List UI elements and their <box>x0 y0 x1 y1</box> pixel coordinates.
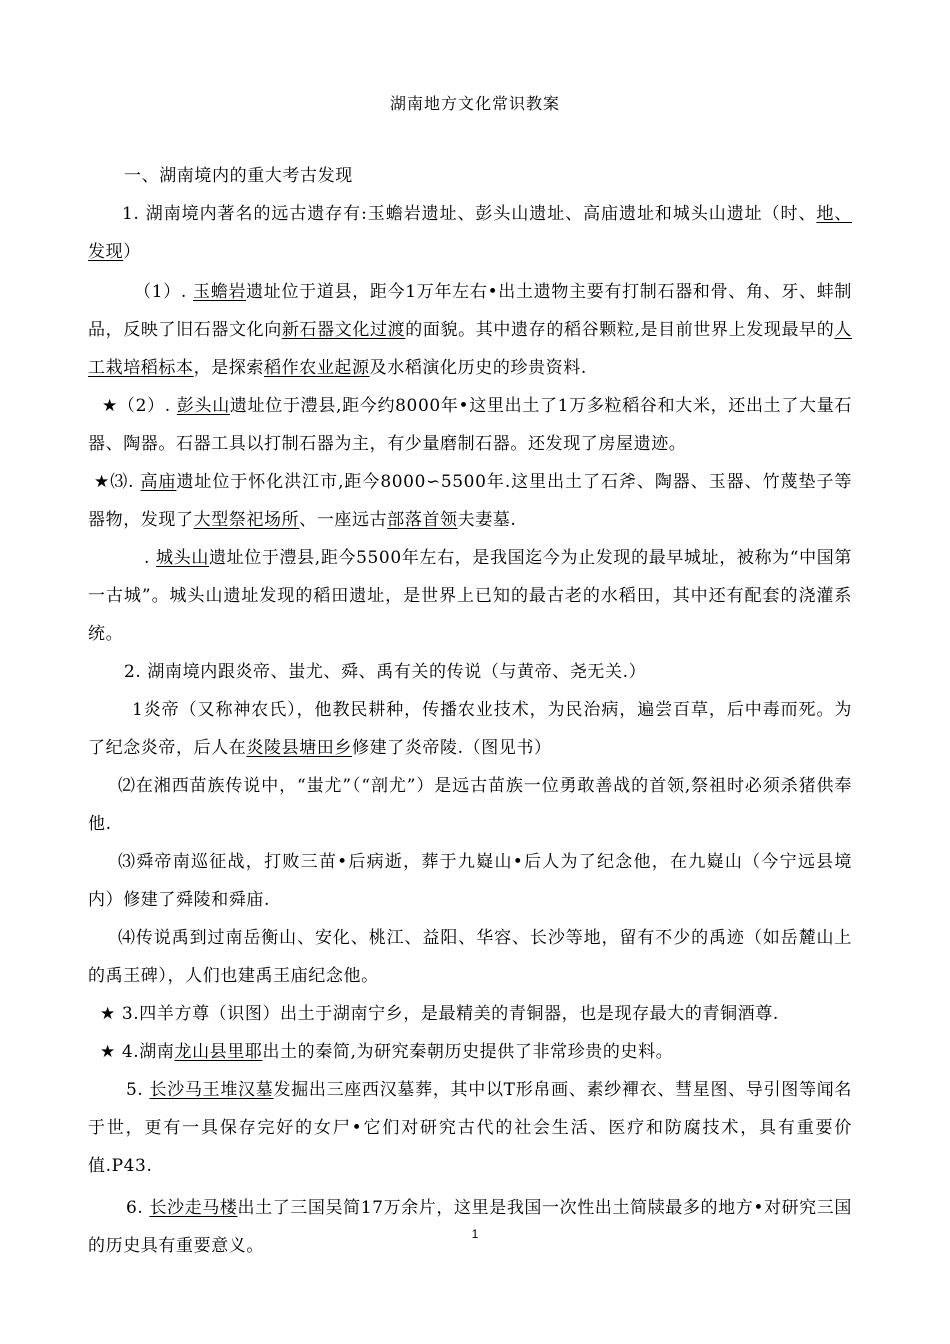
star-icon: ★ <box>102 396 118 416</box>
text-run: 遗址位于澧县,距今约8000年•这里出土了1万多粒稻谷和大米，还出土了大量石器、陶器。石器工具以打制石器为主，有少量磨制石器。还发现了房屋遗迹。 <box>88 396 852 454</box>
paragraph-chengtoushan <box>88 539 852 653</box>
text-run: ⑶舜帝南巡征战，打败三苗•后病逝，葬于九嶷山•后人为了纪念他，在九嶷山（今宁远县境内）修建了舜陵和舜庙. <box>88 852 852 910</box>
text-run: （2）. <box>117 396 177 416</box>
underlined-term: 长沙马王堆汉墓 <box>149 1080 274 1100</box>
underlined-term: 新石器文化过渡 <box>281 320 406 340</box>
underlined-term: 稻作农业起源 <box>264 358 370 378</box>
text-run: 3.四羊方尊（识图）出土于湖南宁乡，是最精美的青铜器，也是现存最大的青铜酒尊. <box>115 1004 779 1024</box>
text-run: 1. 湖南境内著名的远古遗存有:玉蟾岩遗址、彭头山遗址、高庙遗址和城头山遗址（时、 <box>122 204 817 224</box>
paragraph-item-5 <box>88 1071 852 1185</box>
paragraph-pengtoushan <box>88 387 852 463</box>
text-run: 遗址位于怀化洪江市,距今8000∽5500年.这里出土了石斧、陶器、玉器、竹蔑垫子等器物，发现了 <box>88 472 853 530</box>
text-run: 6. <box>126 1198 150 1218</box>
underlined-term: 龙山县里耶 <box>174 1042 263 1062</box>
star-icon: ★ <box>100 1004 116 1024</box>
paragraph-gaomiao <box>88 463 852 539</box>
text-run: 遗址位于道县，距今1万年左右•出土遗物主要有打制石器和骨、角、牙、蚌制品，反映了旧石器文化向 <box>88 282 853 340</box>
text-run: 出土了三国吴简17万余片，这里是我国一次性出土简牍最多的地方•对研究三国的历史具有重要意义。 <box>88 1198 852 1256</box>
page-number: 1 <box>471 1227 479 1241</box>
text-run: 2. 湖南境内跟炎帝、蚩尤、舜、禹有关的传说（与黄帝、尧无关.） <box>124 662 647 682</box>
paragraph-chiyou <box>88 767 852 843</box>
text-run: 、一座远古 <box>299 510 388 530</box>
text-run: 出土的秦简,为研究秦朝历史提供了非常珍贵的史料。 <box>262 1042 674 1062</box>
text-run: ，是探索 <box>193 358 265 378</box>
underlined-term: 玉蟾岩 <box>193 282 247 302</box>
paragraph-item-2 <box>88 653 852 691</box>
text-run: 遗址位于澧县,距今5500年左右，是我国迄今为止发现的最早城址，被称为“中国第一古城”。城头山遗址发现的稻田遗址，是世界上已知的最古老的水稻田，其中还有配套的浇灌系统。 <box>88 548 852 644</box>
paragraph-yandi <box>88 691 852 767</box>
text-run: 夫妻墓. <box>457 510 517 530</box>
text-run: 4.湖南 <box>115 1042 175 1062</box>
underlined-term: 彭头山 <box>176 396 230 416</box>
paragraph-yuchanyan <box>88 273 852 387</box>
text-run: （1）. <box>134 282 193 302</box>
text-run: ⑷传说禹到过南岳衡山、安化、桃江、益阳、华容、长沙等地，留有不少的禹迹（如岳麓山上的禹王碑），人们也建禹王庙纪念他。 <box>88 928 852 986</box>
document-body <box>88 157 852 1265</box>
text-run: 5. <box>126 1080 150 1100</box>
star-icon: ★ <box>100 1042 116 1062</box>
underlined-term: 地、发现 <box>88 204 852 262</box>
star-icon: ★ <box>94 472 111 492</box>
paragraph-item-4 <box>88 1033 852 1071</box>
text-run: ⑵在湘西苗族传说中，“蚩尤”（“剖尤”）是远古苗族一位勇敢善战的首领,祭祖时必须杀猪供奉他. <box>88 776 852 834</box>
text-run: 1炎帝（又称神农氏），他教民耕种，传播农业技术，为民治病，遍尝百草，后中毒而死。为了纪念炎帝，后人在 <box>88 700 852 758</box>
underlined-term: 大型祭祀场所 <box>193 510 300 530</box>
underlined-term: 长沙走马楼 <box>149 1198 238 1218</box>
text-run: . <box>144 548 157 568</box>
underlined-term: 城头山 <box>156 548 209 568</box>
underlined-term: 部落首领 <box>387 510 458 530</box>
underlined-term: 炎陵县塘田乡 <box>246 738 353 758</box>
text-run: 的面貌。其中遗存的稻谷颗粒,是目前世界上发现最早的 <box>405 320 835 340</box>
document-title: 湖南地方文化常识教案 <box>389 94 560 113</box>
text-run: 修建了炎帝陵.（图见书） <box>352 738 552 758</box>
paragraph-item-3 <box>88 995 852 1033</box>
paragraph-yu <box>88 919 852 995</box>
heading-archaeology <box>88 157 852 195</box>
text-run: ） <box>123 242 141 262</box>
paragraph-shun <box>88 843 852 919</box>
text-run: 及水稻演化历史的珍贵资料. <box>369 358 587 378</box>
text-run: ⑶. <box>110 472 141 492</box>
text-run: 一、湖南境内的重大考古发现 <box>124 166 353 186</box>
underlined-term: 高庙 <box>140 472 177 492</box>
underlined-term: 人工栽培稻标本 <box>88 320 852 378</box>
text-run: 发掘出三座西汉墓葬，其中以T形帛画、素纱襌衣、彗星图、导引图等闻名于世，更有一具保存完好的女尸•它们对研究古代的社会生活、医疗和防腐技术，具有重要价值.P43. <box>88 1080 852 1176</box>
paragraph-item-1 <box>88 195 852 271</box>
